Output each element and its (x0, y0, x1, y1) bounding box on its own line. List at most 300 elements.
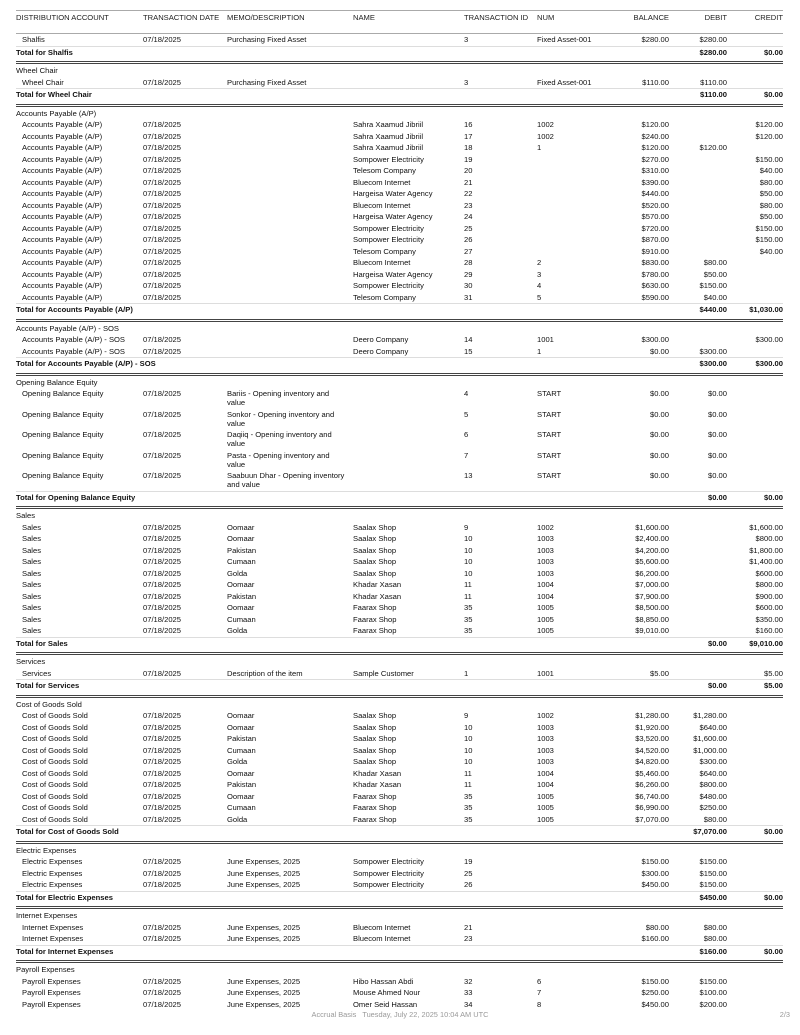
cell-transaction-id: 33 (464, 988, 473, 998)
cell-balance: $630.00 (641, 281, 669, 291)
cell-account: Cost of Goods Sold (22, 768, 88, 778)
cell-name: Sahra Xaamud Jibriil (353, 131, 424, 141)
cell-account: Opening Balance Equity (22, 409, 104, 419)
cell-credit: $150.00 (755, 223, 783, 233)
cell-balance: $450.00 (641, 880, 669, 890)
cell-name (353, 471, 464, 489)
cell-debit: $280.00 (699, 35, 727, 45)
cell-date: 07/18/2025 (143, 614, 182, 624)
table-row (16, 154, 783, 166)
cell-date: 07/18/2025 (143, 711, 182, 721)
cell-credit (727, 769, 783, 778)
cell-memo: June Expenses, 2025 (227, 868, 301, 878)
account-section (16, 373, 783, 504)
cell-transaction-id: 26 (464, 235, 473, 245)
table-row (16, 722, 783, 734)
cell-debit (669, 189, 727, 198)
cell-credit: $120.00 (755, 131, 783, 141)
cell-date: 07/18/2025 (143, 471, 182, 481)
total-label: Total for Electric Expenses (16, 892, 113, 902)
table-row (16, 334, 783, 346)
cell-account: Opening Balance Equity (22, 450, 104, 460)
cell-account: Sales (22, 557, 41, 567)
cell-account: Sales (22, 591, 41, 601)
cell-balance: $1,600.00 (635, 522, 669, 532)
cell-memo: Daqiiq - Opening inventory and value (227, 430, 332, 449)
cell-account: Accounts Payable (A/P) (22, 235, 103, 245)
cell-debit: $80.00 (703, 258, 727, 268)
cell-account: Cost of Goods Sold (22, 722, 88, 732)
cell-account: Opening Balance Equity (22, 430, 104, 440)
account-group-name: Cost of Goods Sold (16, 699, 82, 709)
table-row (16, 856, 783, 868)
cell-debit (669, 592, 727, 601)
cell-account: Sales (22, 534, 41, 544)
total-debit: $280.00 (699, 47, 727, 57)
table-row (16, 933, 783, 945)
cell-debit: $300.00 (699, 757, 727, 767)
account-group-name: Accounts Payable (A/P) - SOS (16, 323, 119, 333)
cell-account: Internet Expenses (22, 934, 84, 944)
cell-debit: $200.00 (699, 999, 727, 1009)
cell-date: 07/18/2025 (143, 269, 182, 279)
cell-balance: $590.00 (641, 292, 669, 302)
table-row (16, 556, 783, 568)
cell-balance: $440.00 (641, 189, 669, 199)
table-row (16, 34, 783, 46)
cell-debit: $80.00 (703, 814, 727, 824)
column-header-num: NUM (537, 13, 555, 22)
cell-num: 1004 (537, 780, 554, 790)
cell-memo: Sonkor - Opening inventory and value (227, 409, 335, 428)
cell-balance: $7,000.00 (635, 580, 669, 590)
cell-balance: $910.00 (641, 246, 669, 256)
cell-debit (669, 224, 727, 233)
cell-name: Faarax Shop (353, 603, 397, 613)
total-credit: $0.00 (763, 827, 783, 837)
cell-debit (669, 569, 727, 578)
account-group-name: Electric Expenses (16, 845, 77, 855)
cell-memo (227, 212, 353, 221)
cell-balance: $570.00 (641, 212, 669, 222)
cell-transaction-id: 35 (464, 626, 473, 636)
cell-transaction-id: 35 (464, 603, 473, 613)
cell-credit (727, 746, 783, 755)
cell-memo: Cumaan (227, 557, 256, 567)
cell-account: Accounts Payable (A/P) (22, 154, 103, 164)
total-label: Total for Internet Expenses (16, 946, 114, 956)
cell-name: Bluecom Internet (353, 922, 411, 932)
cell-num (537, 224, 617, 233)
cell-credit: $350.00 (755, 614, 783, 624)
cell-date: 07/18/2025 (143, 281, 182, 291)
cell-memo (227, 347, 353, 356)
cell-credit (727, 430, 783, 448)
cell-credit: $160.00 (755, 626, 783, 636)
report-footer (0, 1010, 800, 1019)
table-row (16, 668, 783, 680)
cell-memo: Oomaar (227, 711, 255, 721)
cell-transaction-id: 30 (464, 281, 473, 291)
account-group-header (16, 108, 783, 120)
table-row (16, 568, 783, 580)
account-group-header (16, 699, 783, 711)
cell-credit (727, 780, 783, 789)
cell-credit (727, 347, 783, 356)
cell-memo: Oomaar (227, 603, 255, 613)
cell-name: Sompower Electricity (353, 857, 424, 867)
cell-credit: $150.00 (755, 235, 783, 245)
cell-credit: $120.00 (755, 120, 783, 130)
cell-account: Accounts Payable (A/P) (22, 120, 103, 130)
table-row (16, 745, 783, 757)
cell-memo: Oomaar (227, 722, 255, 732)
cell-memo (227, 120, 353, 129)
cell-credit (727, 857, 783, 866)
table-row (16, 388, 783, 409)
total-credit: $0.00 (763, 47, 783, 57)
cell-memo: Golda (227, 568, 248, 578)
cell-date: 07/18/2025 (143, 120, 182, 130)
cell-credit (727, 723, 783, 732)
table-row (16, 280, 783, 292)
cell-name: Saalax Shop (353, 722, 397, 732)
cell-debit (669, 557, 727, 566)
cell-transaction-id: 10 (464, 722, 473, 732)
cell-date: 07/18/2025 (143, 335, 182, 345)
total-credit: $9,010.00 (749, 638, 783, 648)
cell-transaction-id: 10 (464, 545, 473, 555)
cell-debit (669, 546, 727, 555)
cell-debit: $640.00 (699, 722, 727, 732)
table-row (16, 545, 783, 557)
cell-transaction-id: 5 (464, 409, 469, 419)
cell-memo (227, 189, 353, 198)
cell-account: Electric Expenses (22, 857, 83, 867)
cell-date: 07/18/2025 (143, 212, 182, 222)
cell-num (537, 155, 617, 164)
cell-date: 07/18/2025 (143, 409, 182, 419)
cell-transaction-id: 25 (464, 868, 473, 878)
cell-debit: $0.00 (707, 450, 727, 460)
cell-debit: $80.00 (703, 934, 727, 944)
cell-name: Sompower Electricity (353, 868, 424, 878)
table-row (16, 614, 783, 626)
cell-account: Electric Expenses (22, 868, 83, 878)
cell-credit: $40.00 (759, 246, 783, 256)
cell-balance: $520.00 (641, 200, 669, 210)
cell-name: Hibo Hassan Abdi (353, 976, 414, 986)
cell-name: Sompower Electricity (353, 880, 424, 890)
cell-memo: Pakistan (227, 734, 257, 744)
table-row (16, 602, 783, 614)
cell-account: Accounts Payable (A/P) (22, 143, 103, 153)
cell-memo: June Expenses, 2025 (227, 880, 301, 890)
cell-credit: $800.00 (755, 534, 783, 544)
cell-balance: $7,070.00 (635, 814, 669, 824)
cell-num: 1005 (537, 603, 554, 613)
table-row (16, 868, 783, 880)
cell-balance: $390.00 (641, 177, 669, 187)
cell-name: Sompower Electricity (353, 223, 424, 233)
total-row (16, 46, 783, 59)
cell-date: 07/18/2025 (143, 814, 182, 824)
cell-num (537, 934, 617, 943)
cell-debit (669, 235, 727, 244)
cell-transaction-id: 10 (464, 568, 473, 578)
account-group-name: Opening Balance Equity (16, 377, 98, 387)
cell-debit (669, 120, 727, 129)
cell-memo (227, 132, 353, 141)
cell-date: 07/18/2025 (143, 803, 182, 813)
cell-credit: $1,800.00 (749, 545, 783, 555)
cell-num: 1002 (537, 711, 554, 721)
cell-transaction-id: 35 (464, 791, 473, 801)
cell-num (537, 189, 617, 198)
cell-name: Omer Seid Hassan (353, 999, 418, 1009)
cell-transaction-id: 31 (464, 292, 473, 302)
table-row (16, 522, 783, 534)
table-row (16, 987, 783, 999)
total-label: Total for Accounts Payable (A/P) - SOS (16, 359, 156, 369)
cell-balance: $0.00 (649, 346, 669, 356)
cell-transaction-id: 35 (464, 614, 473, 624)
cell-account: Cost of Goods Sold (22, 803, 88, 813)
total-label: Total for Shalfis (16, 47, 73, 57)
table-row (16, 976, 783, 988)
cell-credit: $150.00 (755, 154, 783, 164)
cell-name: Faarax Shop (353, 614, 397, 624)
cell-account: Accounts Payable (A/P) - SOS (22, 346, 125, 356)
column-header-date: TRANSACTION DATE (143, 13, 220, 22)
account-group-header (16, 510, 783, 522)
cell-balance: $110.00 (642, 77, 669, 87)
report-body (16, 34, 783, 1010)
cell-debit (669, 247, 727, 256)
account-group-name: Internet Expenses (16, 911, 78, 921)
account-section (16, 695, 783, 838)
table-row (16, 246, 783, 258)
cell-debit (669, 201, 727, 210)
total-debit: $0.00 (707, 681, 727, 691)
cell-balance: $870.00 (641, 235, 669, 245)
cell-credit: $50.00 (759, 212, 783, 222)
cell-debit (669, 615, 727, 624)
cell-debit: $120.00 (699, 143, 727, 153)
report-table (16, 10, 783, 1010)
cell-debit: $1,000.00 (693, 745, 727, 755)
account-group-name: Services (16, 657, 46, 667)
cell-transaction-id: 19 (464, 857, 473, 867)
account-section (16, 506, 783, 649)
table-row (16, 470, 783, 491)
cell-balance: $720.00 (641, 223, 669, 233)
cell-debit (669, 669, 727, 678)
cell-date: 07/18/2025 (143, 522, 182, 532)
cell-name: Faarax Shop (353, 803, 397, 813)
cell-credit: $5.00 (763, 668, 783, 678)
cell-name (353, 451, 464, 469)
table-row (16, 450, 783, 471)
total-credit: $0.00 (763, 492, 783, 502)
table-row (16, 814, 783, 826)
cell-transaction-id: 28 (464, 258, 473, 268)
cell-name: Saalax Shop (353, 568, 397, 578)
cell-num: 3 (537, 269, 542, 279)
cell-memo: June Expenses, 2025 (227, 934, 301, 944)
cell-memo (227, 335, 353, 344)
cell-account: Payroll Expenses (22, 999, 81, 1009)
cell-date: 07/18/2025 (143, 35, 182, 45)
cell-account: Shalfis (22, 35, 45, 45)
cell-num: START (537, 430, 562, 440)
cell-credit (727, 815, 783, 824)
cell-balance: $8,850.00 (635, 614, 669, 624)
cell-num: 2 (537, 258, 542, 268)
cell-account: Wheel Chair (22, 77, 64, 87)
cell-memo (227, 293, 353, 302)
cell-credit (727, 792, 783, 801)
cell-date: 07/18/2025 (143, 922, 182, 932)
cell-memo: June Expenses, 2025 (227, 976, 301, 986)
table-row (16, 142, 783, 154)
cell-name: Deero Company (353, 335, 409, 345)
cell-date: 07/18/2025 (143, 757, 182, 767)
cell-account: Opening Balance Equity (22, 471, 104, 481)
cell-balance: $830.00 (641, 258, 669, 268)
cell-date: 07/18/2025 (143, 791, 182, 801)
cell-num: START (537, 471, 562, 481)
total-label: Total for Accounts Payable (A/P) (16, 305, 133, 315)
account-section (16, 841, 783, 904)
cell-account: Accounts Payable (A/P) (22, 281, 103, 291)
cell-account: Sales (22, 614, 41, 624)
table-row (16, 579, 783, 591)
table-row (16, 211, 783, 223)
cell-debit: $0.00 (707, 471, 727, 481)
cell-transaction-id: 14 (464, 335, 473, 345)
total-debit: $110.00 (699, 90, 727, 100)
cell-num: 1002 (537, 120, 554, 130)
total-debit: $7,070.00 (693, 827, 727, 837)
cell-account: Accounts Payable (A/P) (22, 223, 103, 233)
cell-memo (227, 258, 353, 267)
table-row (16, 188, 783, 200)
cell-transaction-id: 18 (464, 143, 473, 153)
cell-balance: $4,520.00 (635, 745, 669, 755)
cell-memo: Oomaar (227, 791, 255, 801)
cell-account: Sales (22, 603, 41, 613)
cell-num: 1003 (537, 722, 554, 732)
cell-num: 1004 (537, 768, 554, 778)
cell-account: Payroll Expenses (22, 988, 81, 998)
cell-num: 7 (537, 988, 542, 998)
cell-num: 1005 (537, 814, 554, 824)
cell-credit (727, 270, 783, 279)
cell-credit (727, 451, 783, 469)
cell-balance: $300.00 (641, 335, 669, 345)
cell-name (353, 410, 464, 428)
cell-date: 07/18/2025 (143, 450, 182, 460)
cell-memo: June Expenses, 2025 (227, 988, 301, 998)
cell-memo: Pakistan (227, 591, 257, 601)
cell-date: 07/18/2025 (143, 177, 182, 187)
cell-debit: $640.00 (699, 768, 727, 778)
cell-balance: $5,600.00 (635, 557, 669, 567)
cell-account: Internet Expenses (22, 922, 84, 932)
table-row (16, 625, 783, 637)
cell-account: Accounts Payable (A/P) (22, 212, 103, 222)
cell-num: 1005 (537, 614, 554, 624)
cell-transaction-id: 6 (464, 430, 469, 440)
cell-date: 07/18/2025 (143, 131, 182, 141)
cell-date: 07/18/2025 (143, 189, 182, 199)
cell-num: 1003 (537, 534, 554, 544)
cell-balance: $780.00 (641, 269, 669, 279)
cell-name: Khadar Xasan (353, 580, 402, 590)
cell-balance: $150.00 (641, 976, 669, 986)
cell-num: 1003 (537, 734, 554, 744)
column-header-memo: MEMO/DESCRIPTION (227, 13, 305, 22)
cell-transaction-id: 22 (464, 189, 473, 199)
table-row (16, 999, 783, 1011)
cell-memo (227, 247, 353, 256)
cell-debit: $50.00 (703, 269, 727, 279)
table-row (16, 165, 783, 177)
cell-name: Telesom Company (353, 166, 416, 176)
cell-name: Saalax Shop (353, 757, 397, 767)
cell-credit (727, 757, 783, 766)
account-group-header (16, 323, 783, 335)
cell-transaction-id: 10 (464, 534, 473, 544)
total-credit: $0.00 (763, 892, 783, 902)
cell-memo: Cumaan (227, 803, 256, 813)
total-label: Total for Opening Balance Equity (16, 492, 136, 502)
column-header-transaction-id: TRANSACTION ID (464, 13, 529, 22)
cell-num (537, 178, 617, 187)
cell-memo (227, 155, 353, 164)
cell-credit (727, 410, 783, 428)
cell-credit: $600.00 (755, 603, 783, 613)
cell-num (537, 857, 617, 866)
cell-transaction-id: 35 (464, 803, 473, 813)
total-label: Total for Services (16, 681, 80, 691)
cell-balance: $240.00 (641, 131, 669, 141)
cell-debit: $1,600.00 (693, 734, 727, 744)
cell-num (537, 235, 617, 244)
cell-balance: $8,500.00 (635, 603, 669, 613)
total-row (16, 679, 783, 692)
cell-debit (669, 132, 727, 141)
cell-num: 4 (537, 281, 542, 291)
cell-memo: Golda (227, 814, 248, 824)
table-row (16, 292, 783, 304)
cell-transaction-id: 9 (464, 711, 469, 721)
cell-balance: $5,460.00 (635, 768, 669, 778)
total-debit: $0.00 (707, 638, 727, 648)
cell-account: Cost of Goods Sold (22, 711, 88, 721)
cell-name: Saalax Shop (353, 711, 397, 721)
column-header-credit: CREDIT (754, 13, 783, 22)
cell-credit: $80.00 (759, 177, 783, 187)
cell-num: 1004 (537, 591, 554, 601)
cell-transaction-id: 26 (464, 880, 473, 890)
cell-memo: Cumaan (227, 614, 256, 624)
cell-num (537, 247, 617, 256)
cell-transaction-id: 1 (464, 668, 469, 678)
cell-balance: $6,990.00 (635, 803, 669, 813)
cell-credit: $900.00 (755, 591, 783, 601)
